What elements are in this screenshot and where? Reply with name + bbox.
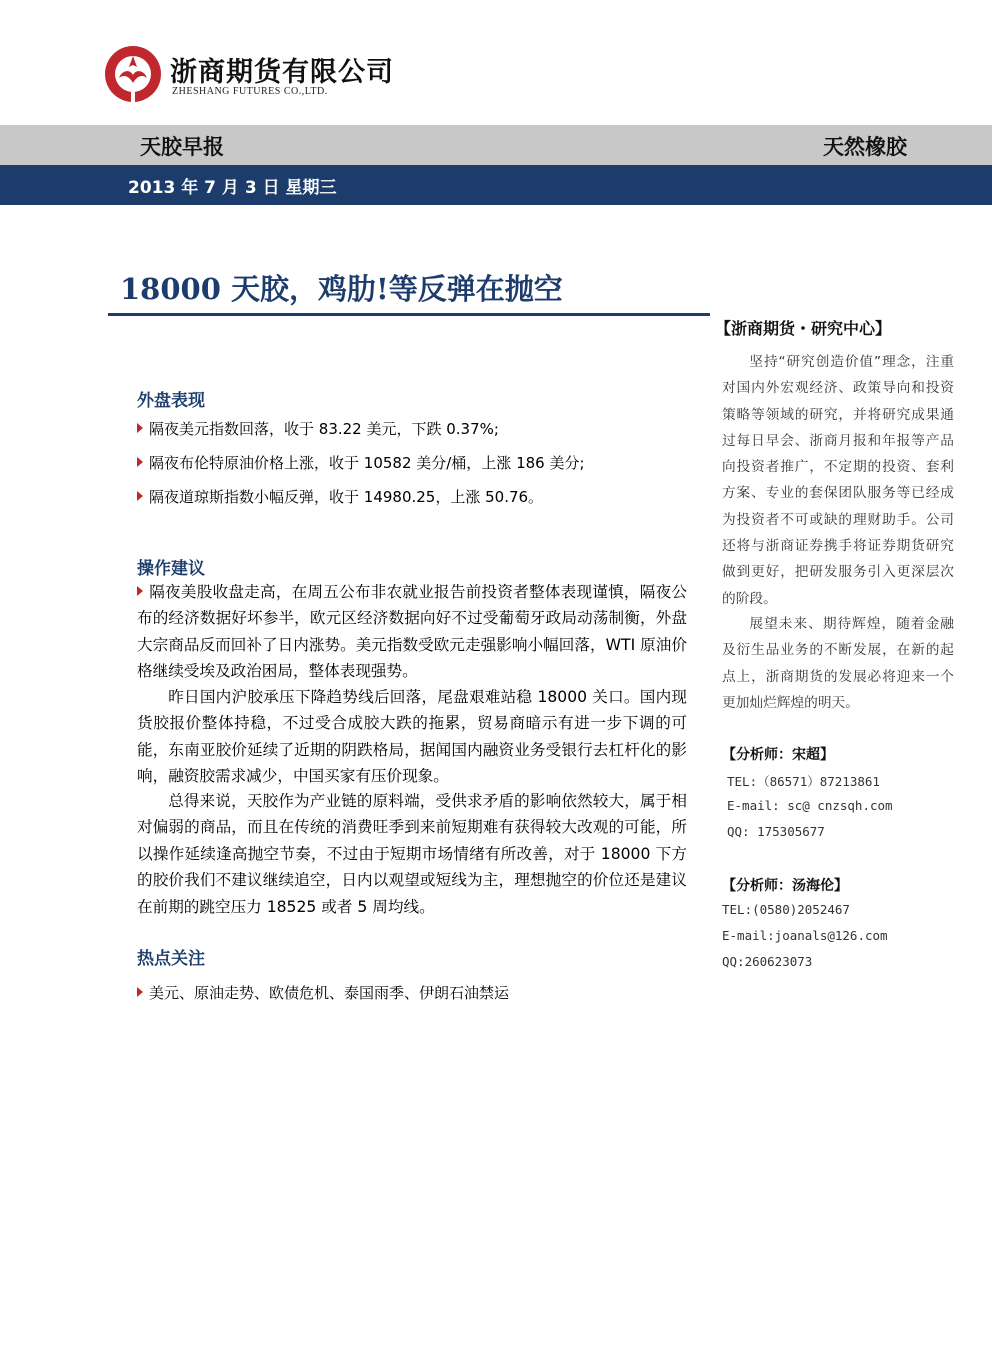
analyst-tel: TEL:（86571）87213861 <box>727 774 880 789</box>
list-item <box>137 485 697 509</box>
section-title-focus: 热点关注 <box>137 949 205 969</box>
bullet-arrow-icon <box>137 457 143 467</box>
section-title-advice: 操作建议 <box>137 559 205 579</box>
list-item <box>137 417 697 441</box>
sidebar-outlook: 展望未来、期待辉煌，随着金融及衍生品业务的不断发展，在新的起点上，浙商期货的发展必将迎来一个更加灿烂辉煌的明天。 <box>722 616 954 711</box>
zheshang-logo-icon <box>104 45 162 103</box>
advice-paragraph: 昨日国内沪胶承压下降趋势线后回落，尾盘艰难站稳 18000 关口。国内现货胶报价整体持稳，不过受合成胶大跌的拖累，贸易商暗示有进一步下调的可能，东南亚胶价延续了近期的阴跌格局，据闻国内融资业务受银行去杠杆化的影响，融资胶需求减少，中国买家有压价现象。 <box>137 688 687 786</box>
section-title-overseas: 外盘表现 <box>137 391 205 411</box>
headline: 18000 天胶，鸡肋!等反弹在抛空 <box>120 272 563 306</box>
analyst-tel: TEL:(0580)2052467 <box>722 902 850 917</box>
analyst-qq: QQ: 175305677 <box>727 824 825 839</box>
bullet-arrow-icon <box>137 491 143 501</box>
list-item <box>137 451 697 475</box>
list-item <box>137 981 697 1005</box>
advice-paragraph: 总得来说，天胶作为产业链的原料端，受供求矛盾的影响依然较大，属于相对偏弱的商品，而且在传统的消费旺季到来前短期难有获得较大改观的可能，所以操作延续逢高抛空节奏，不过由于短期市场情绪有所改善，对于 18000 下方的胶价我们不建议继续追空，日内以观望或短线为主，理想抛空的价位还是建议在前期的跳空压力 18525 或者 5 周均线。 <box>137 792 687 916</box>
company-name-cn: 浙商期货有限公司 <box>170 57 394 88</box>
analyst-email[interactable]: E-mail:joanals@126.com <box>722 928 888 943</box>
bullet-text: 隔夜美元指数回落，收于 83.22 美元，下跌 0.37%; <box>149 420 499 438</box>
analyst-name: 【分析师：汤海伦】 <box>722 878 848 894</box>
analyst-email[interactable]: E-mail: sc@ cnzsqh.com <box>727 798 893 813</box>
analyst-name: 【分析师：宋超】 <box>722 747 834 763</box>
sidebar-title: 【浙商期货・研究中心】 <box>715 319 892 338</box>
bullet-text: 隔夜布伦特原油价格上涨，收于 10582 美分/桶，上涨 186 美分; <box>149 454 585 472</box>
focus-text: 美元、原油走势、欧债危机、泰国雨季、伊朗石油禁运 <box>149 984 510 1002</box>
advice-text: 隔夜美股收盘走高，在周五公布非农就业报告前投资者整体表现谨慎，隔夜公布的经济数据好坏参半，欧元区经济数据向好不过受葡萄牙政局动荡制衡，外盘大宗商品反而回补了日内涨势。美元指数受欧元走强影响小幅回落，WTI 原油价格继续受埃及政治困局，整体表现强势。 <box>137 583 687 681</box>
analyst-qq: QQ:260623073 <box>722 954 813 969</box>
company-name-en: ZHESHANG FUTURES CO.,LTD. <box>172 86 328 97</box>
report-name: 天胶早报 <box>140 135 224 159</box>
headline-divider <box>108 313 710 316</box>
sidebar-intro: 坚持“研究创造价值”理念，注重对国内外宏观经济、政策导向和投资策略等领域的研究，并将研究成果通过每日早会、浙商月报和年报等产品向投资者推广，不定期的投资、套利方案、专业的套保团队服务等已经成为投资者不可或缺的理财助手。公司还将与浙商证券携手将证券期货研究做到更好，把研发服务引入更深层次的阶段。 <box>722 354 954 607</box>
bullet-arrow-icon <box>137 586 143 596</box>
bullet-arrow-icon <box>137 987 143 997</box>
report-date: 2013 年 7 月 3 日 星期三 <box>128 178 337 198</box>
report-category: 天然橡胶 <box>823 135 907 159</box>
advice-paragraph <box>137 579 687 685</box>
bullet-arrow-icon <box>137 423 143 433</box>
bullet-text: 隔夜道琼斯指数小幅反弹，收于 14980.25，上涨 50.76。 <box>149 488 544 506</box>
